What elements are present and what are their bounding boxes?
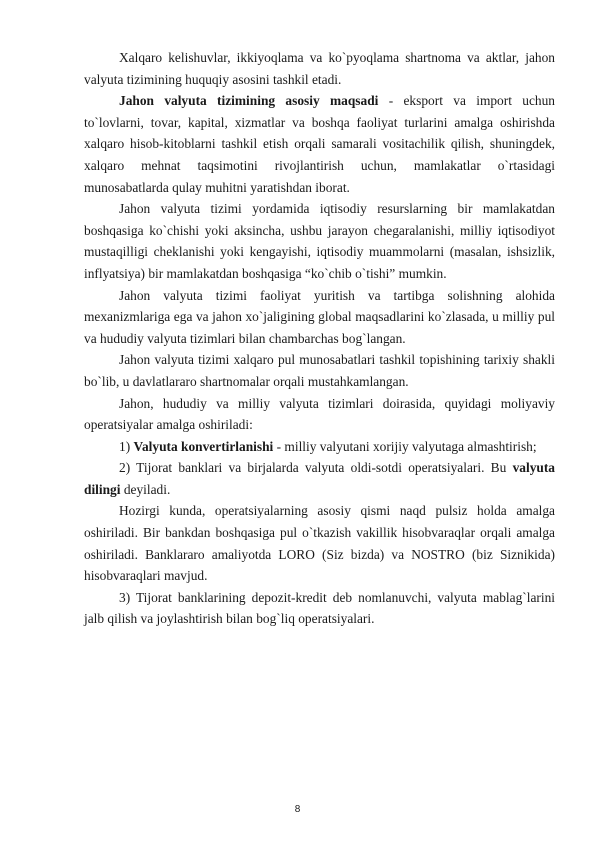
paragraph-text: Jahon valyuta tizimi faoliyat yuritish va tartibga solishning alohida mexanizmlariga ega va jahon xo`jaligining global maqsadlarini ko`zlasada, u milliy pul va hududiy valyuta tizimlari bilan chambarchas bog`langan. (84, 287, 555, 346)
list-item-1 (84, 436, 555, 458)
paragraph-text: 3) Tijorat banklarining depozit-kredit deb nomlanuvchi, valyuta mablag`larini jalb qilish va joylashtirish bilan bog`liq operatsiyalari. (84, 589, 555, 627)
bold-term: Valyuta konvertirlanishi (133, 438, 274, 454)
paragraph-text: deyiladi. (120, 481, 171, 497)
paragraph-text: - milliy valyutani xorijiy valyutaga almashtirish; (273, 438, 537, 454)
paragraph-9 (84, 500, 555, 586)
paragraph-3 (84, 198, 555, 284)
paragraph-6 (84, 393, 555, 436)
paragraph-text: 2) Tijorat banklari va birjalarda valyuta oldi-sotdi operatsiyalari. Bu (119, 460, 513, 476)
paragraph-text: - eksport va import uchun to`lovlarni, tovar, kapital, xizmatlar va boshqa faoliyat turlarini amalga oshirishda xalqaro hisob-kitoblarni tashkil etish orqali samarali vositachilik qilish, shuningdek, xalqaro mehnat taqsimotini rivojlantirish uchun, mamlakatlar o`rtasidagi munosabatlarda qulay muhitni yaratishdan iborat. (84, 93, 555, 195)
list-item-2 (84, 457, 555, 500)
list-item-3 (84, 587, 555, 630)
paragraph-text: Xalqaro kelishuvlar, ikkiyoqlama va ko`pyoqlama shartnoma va aktlar, jahon valyuta tizimining huquqiy asosini tashkil etadi. (84, 50, 555, 87)
bold-term: Jahon valyuta tizimining asosiy maqsadi (119, 93, 379, 109)
page-number: 8 (294, 804, 301, 815)
bold-term: valyuta dilingi (84, 460, 555, 497)
paragraph-text: Jahon valyuta tizimi yordamida iqtisodiy resurslarning bir mamlakatdan boshqasiga ko`chishi yoki aksincha, ushbu jarayon chegaralanishi, milliy iqtisodiyot mustaqilligi cheklanishi yoki kengayishi, iqtisodiy muammolarni (masalan, ishsizlik, inflyatsiya) bir mamlakatdan boshqasiga “ko`chib o`tishi” mumkin. (84, 201, 555, 281)
paragraph-text: Hozirgi kunda, operatsiyalarning asosiy qismi naqd pulsiz holda amalga oshiriladi. Bir bankdan boshqasiga pul o`tkazish vakillik hisobvaraqlar orqali amalga oshiriladi. Banklararo amaliyotda LORO (Siz bizda) va NOSTRO (biz Siznikida) hisobvaraqlari mavjud. (84, 503, 555, 584)
document-body (84, 47, 555, 630)
paragraph-text: Jahon, hududiy va milliy valyuta tizimlari doirasida, quyidagi moliyaviy operatsiyalar amalga oshiriladi: (84, 395, 555, 433)
list-marker: 1) (119, 438, 134, 454)
paragraph-5 (84, 349, 555, 392)
paragraph-4 (84, 285, 555, 350)
paragraph-text: Jahon valyuta tizimi xalqaro pul munosabatlari tashkil topishining tarixiy shakli bo`lib, u davlatlararo shartnomalar orqali mustahkamlangan. (84, 352, 555, 389)
paragraph-1 (84, 47, 555, 90)
paragraph-2 (84, 90, 555, 198)
